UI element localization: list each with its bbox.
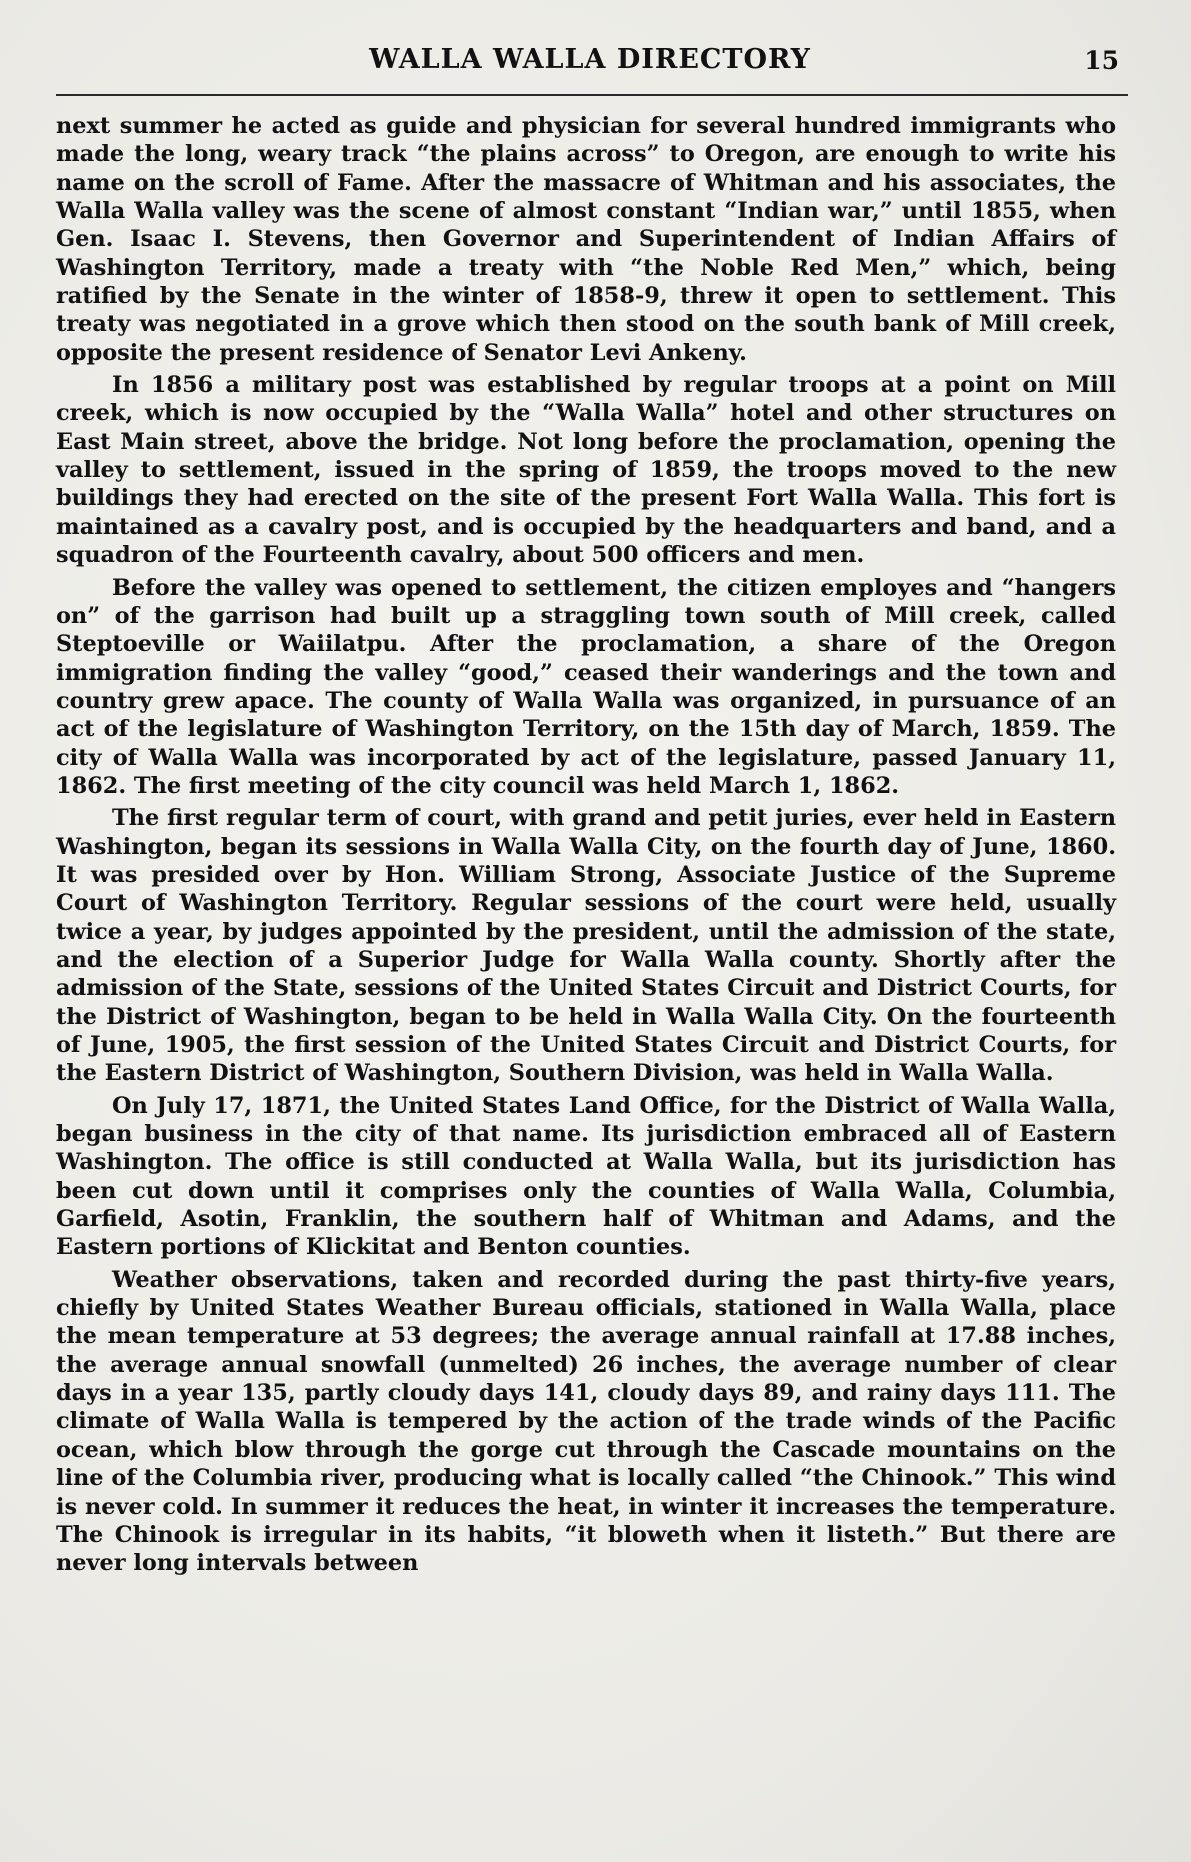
header-rule (56, 94, 1128, 96)
paragraph-continuation: next summer he acted as guide and physician for several hundred immigrants who made the long, weary track “the plains across” to Oregon, are enough to write his name on the scroll of Fame. After the massacre of Whitman and his associates, the Walla Walla valley was the scene of almost constant “Indian war,” until 1855, when Gen. Isaac I. Stevens, then Governor and Superintendent of Indian Affairs of Washington Territory, made a treaty with “the Noble Red Men,” which, being ratified by the Senate in the winter of 1858-9, threw it open to settlement. This treaty was negotiated in a grove which then stood on the south bank of Mill creek, opposite the present residence of Senator Levi Ankeny. (56, 113, 1116, 366)
page-number: 15 (1084, 46, 1119, 75)
page-title: WALLA WALLA DIRECTORY (369, 44, 811, 75)
paragraph-settlement: Before the valley was opened to settlement, the citizen employes and “hangers on” of the garrison had built up a straggling town south of Mill creek, called Steptoeville or Waiilatpu. After the proclamation, a share of the Oregon immigration finding the valley “good,” ceased their wanderings and the town and country grew apace. The county of Walla Walla was organized, in pursuance of an act of the legislature of Washington Territory, on the 15th day of March, 1859. The city of Walla Walla was incorporated by act of the legislature, passed January 11, 1862. The first meeting of the city council was held March 1, 1862. (56, 574, 1116, 799)
running-head (0, 44, 1191, 84)
body-text (56, 112, 1116, 1582)
paragraph-land-office: On July 17, 1871, the United States Land Office, for the District of Walla Walla, began business in the city of that name. Its jurisdiction embraced all of Eastern Washington. The office is still conducted at Walla Walla, but its jurisdiction has been cut down until it comprises only the counties of Walla Walla, Columbia, Garfield, Asotin, Franklin, the southern half of Whitman and Adams, and the Eastern portions of Klickitat and Benton counties. (56, 1092, 1116, 1261)
paragraph-military-post: In 1856 a military post was established by regular troops at a point on Mill creek, which is now occupied by the “Walla Walla” hotel and other structures on East Main street, above the bridge. Not long before the proclamation, opening the valley to settlement, issued in the spring of 1859, the troops moved to the new buildings they had erected on the site of the present Fort Walla Walla. This fort is maintained as a cavalry post, and is occupied by the headquarters and band, and a squadron of the Fourteenth cavalry, about 500 officers and men. (56, 372, 1116, 569)
paragraph-weather: Weather observations, taken and recorded during the past thirty-five years, chiefly by United States Weather Bureau officials, stationed in Walla Walla, place the mean temperature at 53 degrees; the average annual rainfall at 17.88 inches, the average annual snowfall (unmelted) 26 inches, the average number of clear days in a year 135, partly cloudy days 141, cloudy days 89, and rainy days 111. The climate of Walla Walla is tempered by the action of the trade winds of the Pacific ocean, which blow through the gorge cut through the Cascade mountains on the line of the Columbia river, producing what is locally called “the Chinook.” This wind is never cold. In summer it reduces the heat, in winter it increases the temperature. The Chinook is irregular in its habits, “it bloweth when it listeth.” But there are never long intervals between (56, 1266, 1116, 1577)
paragraph-court: The first regular term of court, with grand and petit juries, ever held in Eastern Washington, began its sessions in Walla Walla City, on the fourth day of June, 1860. It was presided over by Hon. William Strong, Associate Justice of the Supreme Court of Washington Territory. Regular sessions of the court were held, usually twice a year, by judges appointed by the president, until the admission of the state, and the election of a Superior Judge for Walla Walla county. Shortly after the admission of the State, sessions of the United States Circuit and District Courts, for the District of Washington, began to be held in Walla Walla City. On the fourteenth of June, 1905, the first session of the United States Circuit and District Courts, for the Eastern District of Washington, Southern Division, was held in Walla Walla. (56, 805, 1116, 1087)
